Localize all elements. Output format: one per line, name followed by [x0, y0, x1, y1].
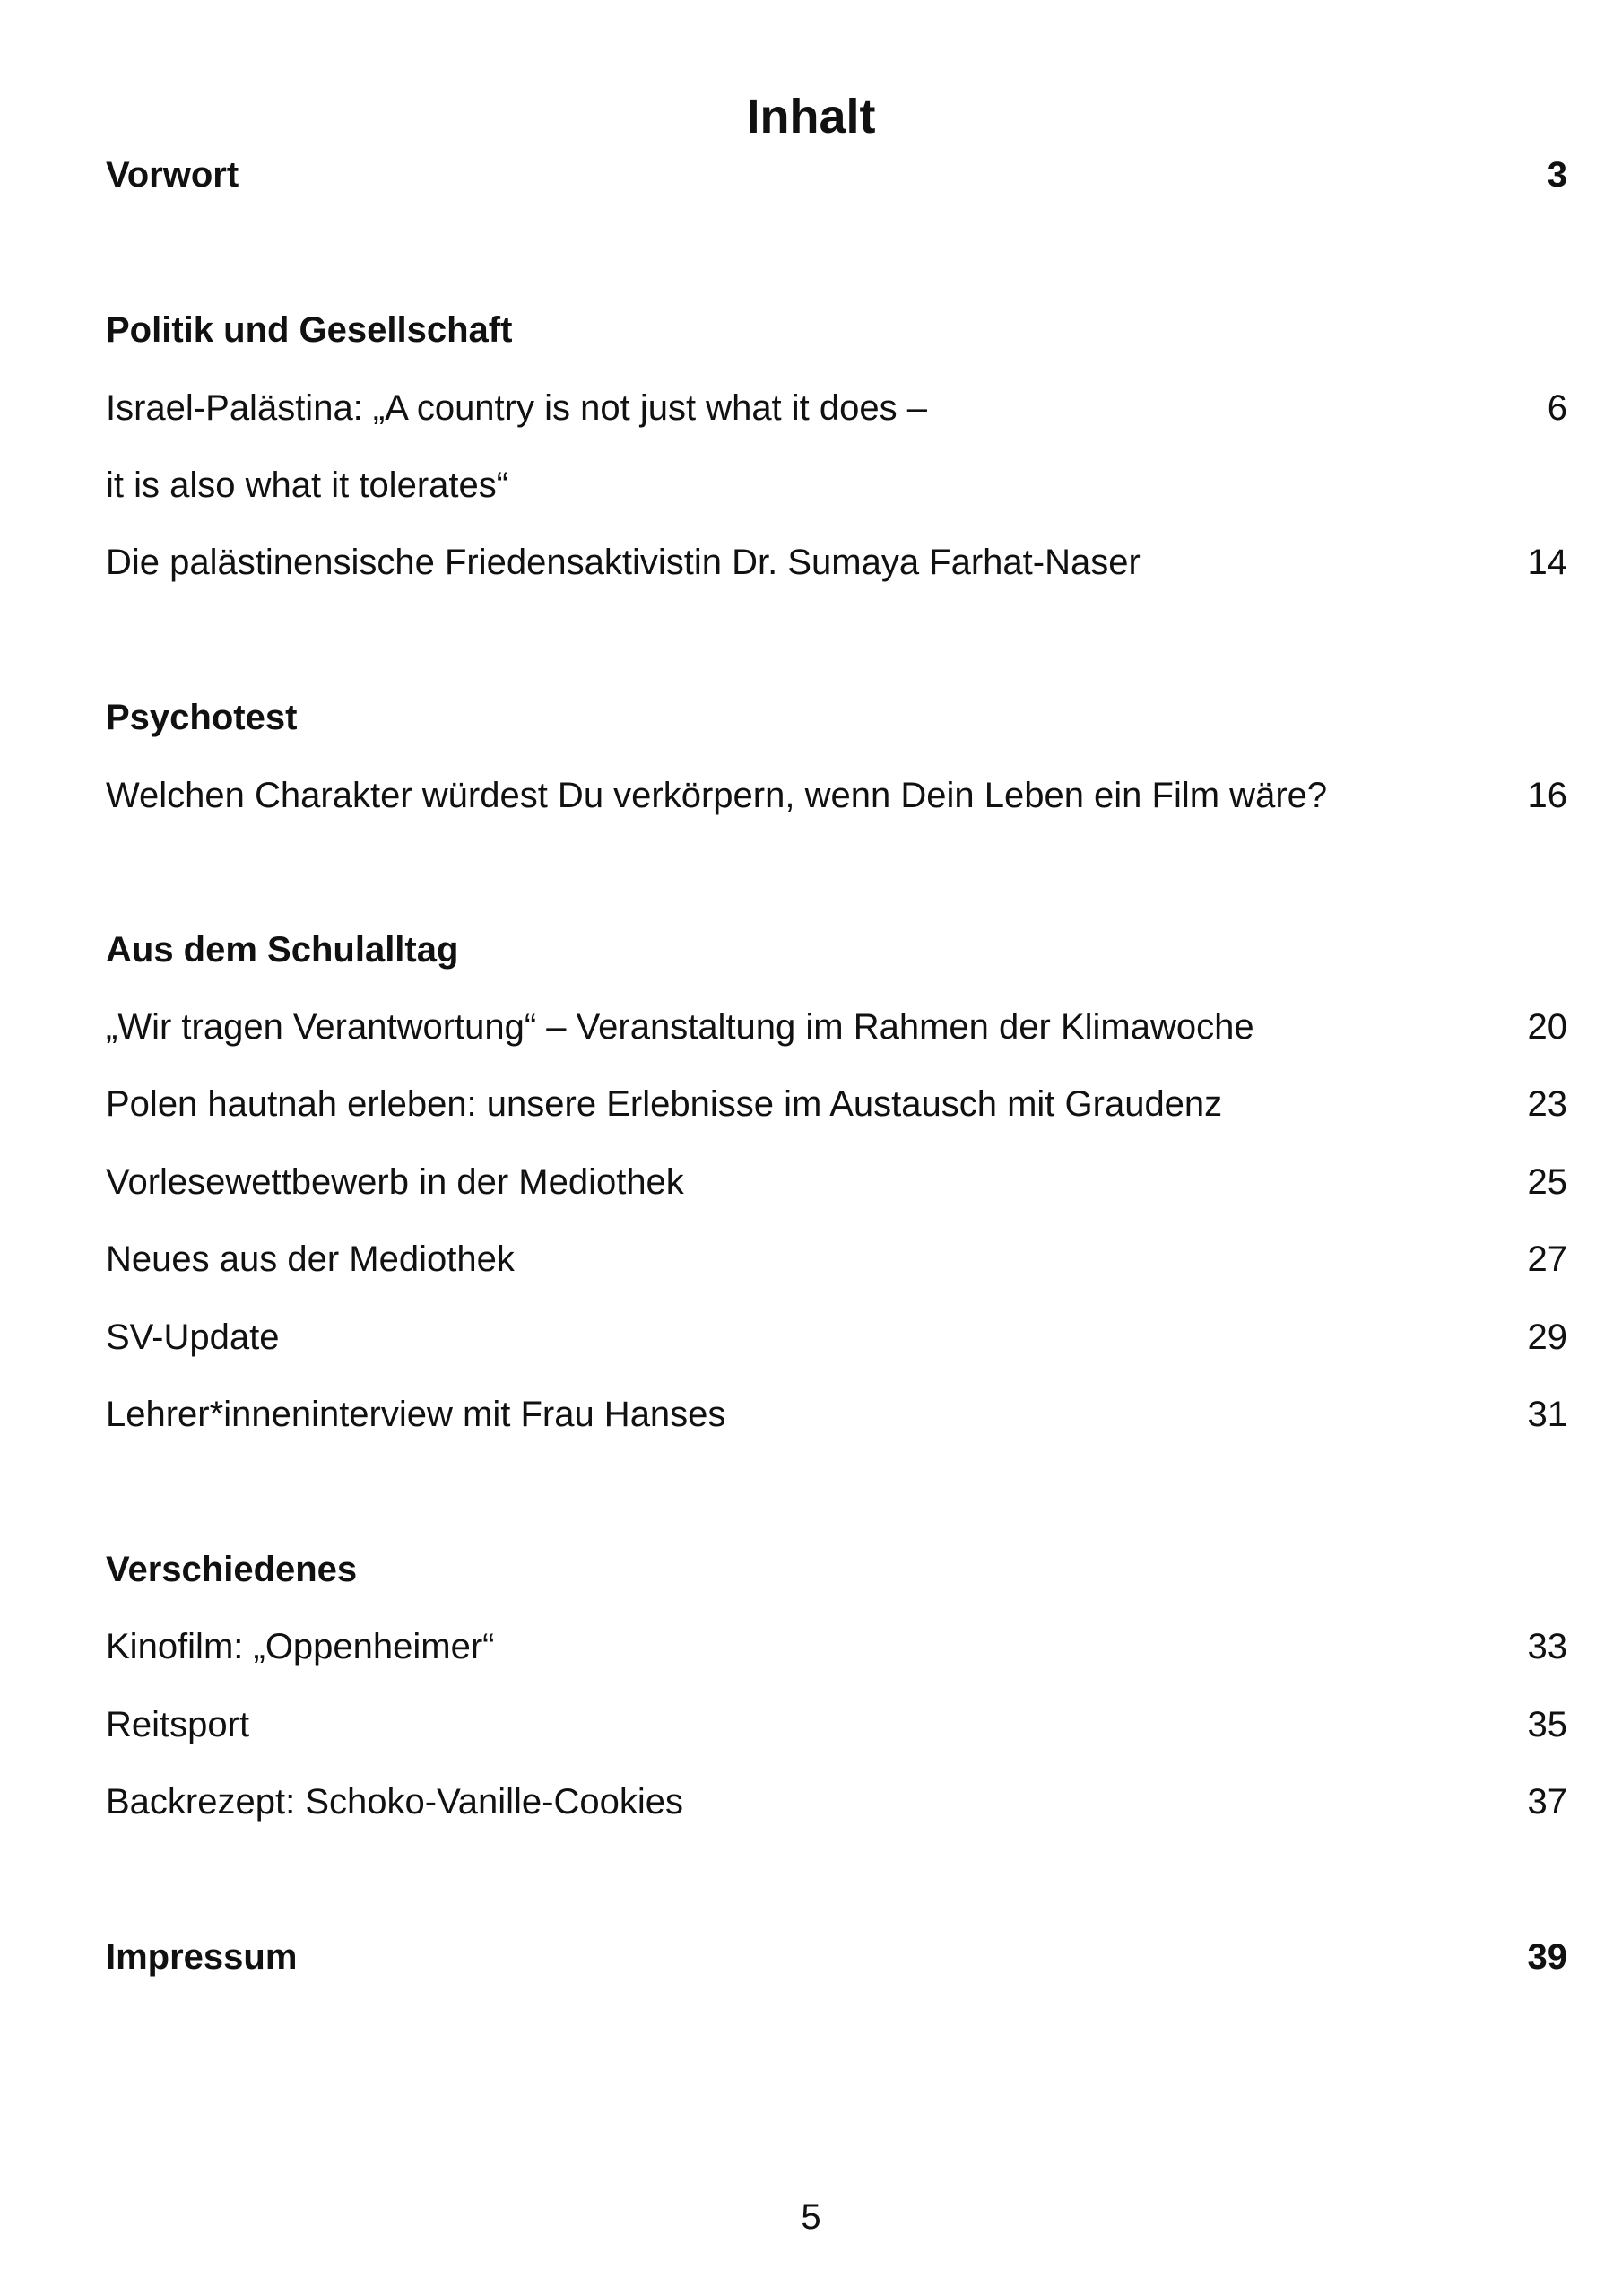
- toc-page-number: 25: [1527, 1162, 1567, 1202]
- toc-entry: [106, 1620, 1567, 1674]
- toc-page-number: 37: [1527, 1782, 1567, 1822]
- page-title: Inhalt: [746, 90, 876, 144]
- toc-page-number: 27: [1527, 1239, 1567, 1279]
- toc-entry-label: it is also what it tolerates“: [106, 465, 509, 505]
- toc-entry-label: SV-Update: [106, 1318, 280, 1357]
- toc-entry: [106, 1155, 1567, 1209]
- toc-entry-continuation: [106, 458, 1567, 512]
- section-heading-label: Psychotest: [106, 698, 298, 737]
- toc-page-number: 33: [1527, 1627, 1567, 1666]
- page-number: 5: [801, 2197, 821, 2237]
- section-heading-label: Politik und Gesellschaft: [106, 310, 513, 350]
- toc-entry-label: Polen hautnah erleben: unsere Erlebnisse im Austausch mit Graudenz: [106, 1084, 1223, 1124]
- toc-entry-label: „Wir tragen Verantwortung“ – Veranstaltung im Rahmen der Klimawoche: [106, 1007, 1254, 1047]
- toc-page-number: 16: [1527, 776, 1567, 815]
- toc-page-number: 29: [1527, 1318, 1567, 1357]
- toc-entry: [106, 769, 1567, 822]
- toc-page-number: 14: [1527, 543, 1567, 582]
- toc-entry-label: Israel-Palästina: „A country is not just what it does –: [106, 388, 927, 428]
- toc-entry-label: Reitsport: [106, 1705, 250, 1744]
- toc-entry-label: Impressum: [106, 1937, 298, 1977]
- section-heading-schulalltag: [106, 923, 1567, 977]
- section-heading-label: Verschiedenes: [106, 1550, 358, 1589]
- toc-page-number: 3: [1547, 155, 1567, 195]
- toc-entry-label: Vorlesewettbewerb in der Mediothek: [106, 1162, 684, 1202]
- toc-page-number: 6: [1547, 388, 1567, 428]
- toc-entry-label: Welchen Charakter würdest Du verkörpern, wenn Dein Leben ein Film wäre?: [106, 776, 1328, 815]
- toc-entry: [106, 1077, 1567, 1131]
- toc-entry-impressum: [106, 1930, 1567, 1984]
- toc-page-number: 23: [1527, 1084, 1567, 1124]
- toc-page-number: 39: [1527, 1937, 1567, 1977]
- toc-entry: [106, 1698, 1567, 1752]
- toc-entry: [106, 535, 1567, 589]
- toc-entry-vorwort: [106, 148, 1567, 202]
- section-heading-psychotest: [106, 691, 1567, 744]
- toc-entry: [106, 1387, 1567, 1441]
- toc-entry: [106, 1310, 1567, 1364]
- toc-entry: [106, 1000, 1567, 1054]
- toc-entry-label: Die palästinensische Friedensaktivistin Dr. Sumaya Farhat-Naser: [106, 543, 1141, 582]
- toc-entry-label: Neues aus der Mediothek: [106, 1239, 515, 1279]
- toc-entry: [106, 1232, 1567, 1286]
- section-heading-verschiedenes: [106, 1543, 1567, 1596]
- section-heading-label: Aus dem Schulalltag: [106, 930, 459, 970]
- toc-entry: [106, 1775, 1567, 1829]
- toc-entry-label: Backrezept: Schoko-Vanille-Cookies: [106, 1782, 684, 1822]
- toc-entry-label: Vorwort: [106, 155, 239, 195]
- toc-entry-label: Lehrer*inneninterview mit Frau Hanses: [106, 1395, 726, 1434]
- section-heading-politik: [106, 303, 1567, 357]
- toc-page-number: 20: [1527, 1007, 1567, 1047]
- toc-page-number: 35: [1527, 1705, 1567, 1744]
- toc-page-number: 31: [1527, 1395, 1567, 1434]
- toc-entry-label: Kinofilm: „Oppenheimer“: [106, 1627, 495, 1666]
- toc-entry: [106, 381, 1567, 435]
